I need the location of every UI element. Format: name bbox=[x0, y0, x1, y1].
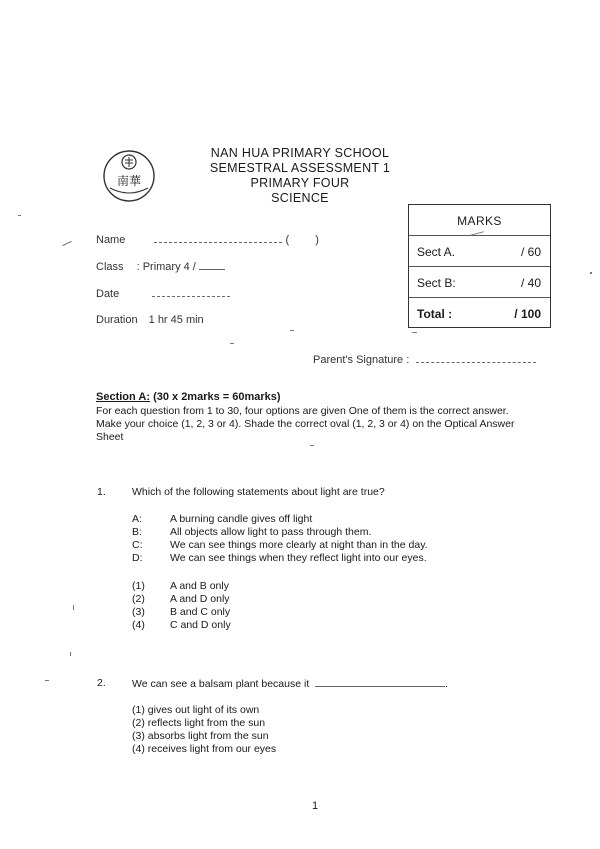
class-blank[interactable] bbox=[199, 260, 225, 270]
section-a-heading bbox=[96, 391, 281, 403]
scan-speck bbox=[310, 445, 314, 446]
statement-item: D: We can see things when they reflect light into our eyes. bbox=[132, 552, 427, 564]
question-text: Which of the following statements about light are true? bbox=[132, 486, 385, 498]
scan-speck bbox=[62, 241, 71, 246]
question-number: 1. bbox=[97, 486, 106, 498]
scan-speck bbox=[45, 680, 49, 681]
marks-title: MARKS bbox=[457, 214, 502, 228]
level-title: PRIMARY FOUR bbox=[250, 176, 350, 190]
name-label: Name bbox=[96, 234, 126, 246]
question-number: 2. bbox=[97, 677, 106, 689]
name-field bbox=[96, 233, 319, 246]
parent-signature-blank[interactable] bbox=[416, 353, 536, 363]
marks-label: Sect A. bbox=[417, 245, 456, 259]
scan-speck bbox=[412, 332, 417, 333]
date-label: Date bbox=[96, 288, 120, 300]
document-header bbox=[180, 146, 420, 206]
duration-value: 1 hr 45 min bbox=[148, 314, 204, 326]
assessment-title: SEMESTRAL ASSESSMENT 1 bbox=[209, 161, 391, 175]
option-item[interactable]: (4) C and D only bbox=[132, 619, 231, 631]
scan-speck bbox=[230, 343, 234, 344]
option-item[interactable]: (3) absorbs light from the sun bbox=[132, 730, 269, 742]
scan-speck bbox=[73, 605, 74, 610]
scan-speck bbox=[590, 272, 592, 274]
class-label: Class bbox=[96, 261, 124, 273]
name-paren-close: ) bbox=[315, 234, 319, 246]
section-a-marks: (30 x 2marks = 60marks) bbox=[153, 391, 281, 403]
statement-item: A: A burning candle gives off light bbox=[132, 513, 313, 525]
duration-label: Duration bbox=[96, 314, 138, 326]
marks-value: / 60 bbox=[520, 245, 541, 259]
class-field bbox=[96, 260, 225, 273]
statement-item: C: We can see things more clearly at night than in the day. bbox=[132, 539, 428, 551]
name-blank[interactable] bbox=[154, 233, 282, 243]
marks-label: Total : bbox=[417, 307, 453, 321]
scan-speck bbox=[290, 330, 294, 331]
answer-blank[interactable] bbox=[315, 677, 445, 687]
date-field bbox=[96, 287, 230, 300]
marks-value: / 100 bbox=[514, 307, 541, 321]
subject-title: SCIENCE bbox=[271, 191, 329, 205]
option-item[interactable]: (2) reflects light from the sun bbox=[132, 717, 266, 729]
option-item[interactable]: (1) gives out light of its own bbox=[132, 704, 260, 716]
option-list bbox=[132, 704, 276, 756]
school-logo bbox=[101, 148, 157, 204]
statement-list bbox=[132, 513, 428, 565]
school-name: NAN HUA PRIMARY SCHOOL bbox=[210, 146, 390, 160]
question-text: We can see a balsam plant because it . bbox=[132, 678, 449, 690]
parent-signature-label: Parent's Signature : bbox=[313, 354, 410, 366]
parent-signature-field bbox=[313, 353, 536, 366]
marks-row-total bbox=[409, 298, 550, 328]
scan-speck bbox=[18, 215, 21, 216]
page-number: 1 bbox=[312, 800, 319, 812]
marks-box bbox=[408, 204, 551, 328]
option-item[interactable]: (4) receives light from our eyes bbox=[132, 743, 277, 755]
scan-speck bbox=[70, 652, 71, 656]
section-a-instructions: For each question from 1 to 30, four options are given One of them is the correct answer. Make your choice (1, 2, 3 or 4). Shade the correct oval (1, 2, 3 or 4) on the Optical Answer Sheet bbox=[96, 405, 515, 443]
option-item[interactable]: (1) A and B only bbox=[132, 580, 229, 592]
section-a-title: Section A: bbox=[96, 391, 150, 403]
date-blank[interactable] bbox=[152, 287, 230, 297]
class-value: : Primary 4 / bbox=[136, 261, 196, 273]
option-list bbox=[132, 580, 231, 632]
marks-row-sect-b bbox=[409, 267, 550, 298]
statement-item: B: All objects allow light to pass through them. bbox=[132, 526, 372, 538]
marks-row-sect-a bbox=[409, 236, 550, 267]
marks-label: Sect B: bbox=[417, 276, 456, 290]
logo-text: 南華 bbox=[116, 174, 141, 188]
marks-value: / 40 bbox=[520, 276, 541, 290]
option-item[interactable]: (3) B and C only bbox=[132, 606, 231, 618]
name-paren-open: ( bbox=[285, 234, 290, 246]
option-item[interactable]: (2) A and D only bbox=[132, 593, 230, 605]
duration-field bbox=[96, 314, 204, 326]
